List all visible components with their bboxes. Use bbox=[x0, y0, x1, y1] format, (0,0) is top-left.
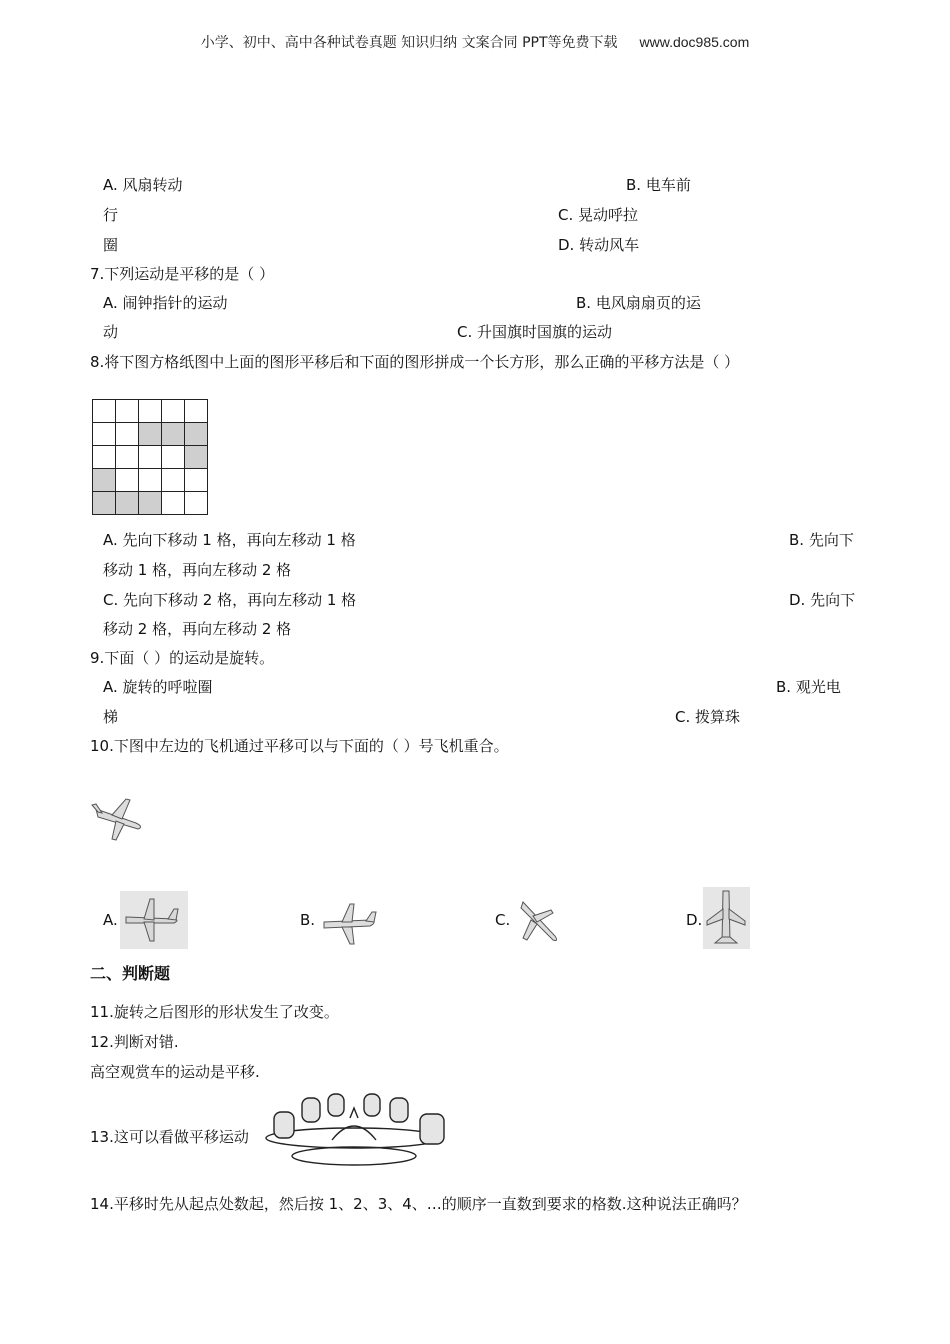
grid-cell bbox=[93, 446, 116, 469]
grid-cell bbox=[116, 469, 139, 492]
q14-stem: 14.平移时先从起点处数起，然后按 1、2、3、4、…的顺序一直数到要求的格数.这种说法正确吗？ bbox=[90, 1195, 747, 1213]
grid-cell bbox=[139, 469, 162, 492]
q10-option-c-label: C. bbox=[495, 911, 511, 929]
q10-reference-plane-image bbox=[88, 795, 148, 843]
q8-option-b-cont: 移动 1 格，再向左移动 2 格 bbox=[103, 561, 292, 579]
grid-cell bbox=[116, 446, 139, 469]
q8-option-b: B. 先向下 bbox=[789, 531, 854, 549]
grid-cell bbox=[162, 446, 185, 469]
q8-option-c: C. 先向下移动 2 格，再向左移动 1 格 bbox=[103, 591, 357, 609]
q10-option-b-label: B. bbox=[300, 911, 316, 929]
q9-option-b-cont: 梯 bbox=[103, 708, 119, 726]
q10-option-c-plane-image bbox=[515, 896, 565, 948]
grid-row bbox=[93, 400, 208, 423]
q6-option-b-cont: 行 bbox=[103, 206, 119, 224]
grid-cell-shaded bbox=[139, 423, 162, 446]
section-judgement-title: 二、判断题 bbox=[90, 964, 171, 983]
grid-cell-shaded bbox=[185, 446, 208, 469]
grid-cell bbox=[139, 446, 162, 469]
grid-cell bbox=[93, 423, 116, 446]
q8-stem: 8.将下图方格纸图中上面的图形平移后和下面的图形拼成一个长方形，那么正确的平移方法是（ ） bbox=[90, 353, 740, 371]
grid-cell bbox=[185, 400, 208, 423]
page-header bbox=[0, 32, 950, 53]
q6-option-d: D. 转动风车 bbox=[558, 236, 640, 254]
q8-option-a: A. 先向下移动 1 格，再向左移动 1 格 bbox=[103, 531, 356, 549]
q12-stem: 12.判断对错. bbox=[90, 1033, 179, 1051]
q6-option-c: C. 晃动呼拉 bbox=[558, 206, 639, 224]
q8-option-d-cont: 移动 2 格，再向左移动 2 格 bbox=[103, 620, 292, 638]
q10-option-d-plane-image bbox=[703, 887, 750, 949]
grid-cell bbox=[116, 423, 139, 446]
q9-stem: 9.下面（ ）的运动是旋转。 bbox=[90, 649, 275, 667]
header-text: 小学、初中、高中各种试卷真题 知识归纳 文案合同 PPT等免费下载 bbox=[200, 35, 618, 51]
q7-option-a: A. 闹钟指针的运动 bbox=[103, 294, 228, 312]
q13-stem: 13.这可以看做平移运动 bbox=[90, 1128, 249, 1146]
q8-grid bbox=[92, 399, 208, 515]
grid-cell bbox=[162, 400, 185, 423]
grid-cell bbox=[162, 492, 185, 515]
q10-stem: 10.下图中左边的飞机通过平移可以与下面的（ ）号飞机重合。 bbox=[90, 737, 509, 755]
grid-cell-shaded bbox=[185, 423, 208, 446]
q6-option-c-cont: 圈 bbox=[103, 236, 119, 254]
q6-option-b: B. 电车前 bbox=[626, 176, 691, 194]
grid-cell-shaded bbox=[116, 492, 139, 515]
q11-stem: 11.旋转之后图形的形状发生了改变。 bbox=[90, 1003, 339, 1021]
q12-statement: 高空观赏车的运动是平移. bbox=[90, 1063, 260, 1081]
grid-cell bbox=[139, 400, 162, 423]
q7-option-b: B. 电风扇扇页的运 bbox=[576, 294, 701, 312]
grid-cell bbox=[116, 400, 139, 423]
grid-cell-shaded bbox=[139, 492, 162, 515]
q7-option-c: C. 升国旗时国旗的运动 bbox=[457, 323, 613, 341]
q7-stem: 7.下列运动是平移的是（ ） bbox=[90, 265, 275, 283]
q7-option-b-cont: 动 bbox=[103, 323, 119, 341]
grid-cell-shaded bbox=[93, 492, 116, 515]
grid-cell-shaded bbox=[93, 469, 116, 492]
q10-option-d-label: D. bbox=[686, 911, 703, 929]
grid-cell bbox=[185, 492, 208, 515]
q10-option-b-plane-image bbox=[320, 898, 380, 948]
q9-option-a: A. 旋转的呼啦圈 bbox=[103, 678, 213, 696]
q13-ride-image bbox=[262, 1090, 447, 1172]
header-site: www.doc985.com bbox=[639, 34, 750, 50]
q10-option-a-label: A. bbox=[103, 911, 118, 929]
grid-row bbox=[93, 423, 208, 446]
grid-row bbox=[93, 469, 208, 492]
grid-row bbox=[93, 446, 208, 469]
q6-option-a: A. 风扇转动 bbox=[103, 176, 183, 194]
grid-row bbox=[93, 492, 208, 515]
q9-option-b: B. 观光电 bbox=[776, 678, 841, 696]
q8-option-d: D. 先向下 bbox=[789, 591, 856, 609]
grid-cell bbox=[185, 469, 208, 492]
grid-cell-shaded bbox=[162, 423, 185, 446]
q10-option-a-plane-image bbox=[120, 891, 188, 949]
grid-cell bbox=[93, 400, 116, 423]
grid-cell bbox=[162, 469, 185, 492]
q9-option-c: C. 拨算珠 bbox=[675, 708, 741, 726]
